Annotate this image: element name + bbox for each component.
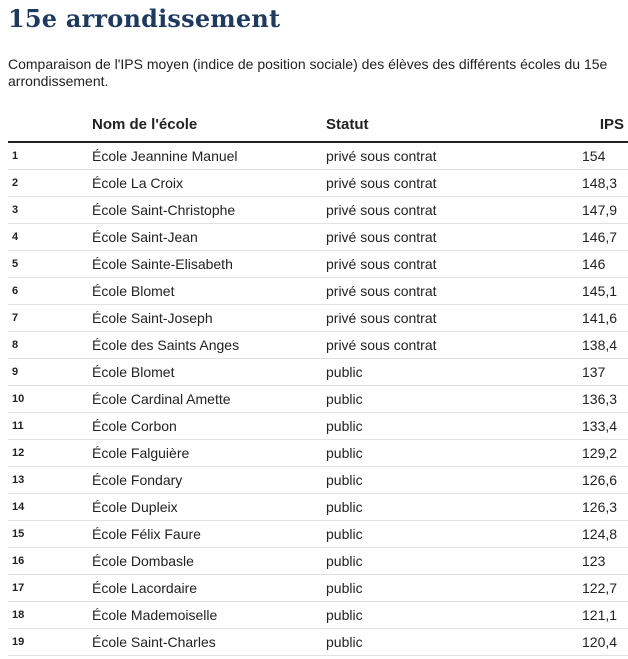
row-statut: public <box>326 359 582 386</box>
row-rank: 17 <box>8 575 92 602</box>
table-header <box>8 108 628 142</box>
header-statut[interactable]: Statut <box>326 108 582 142</box>
row-school-name: École Dupleix <box>92 494 326 521</box>
table-row <box>8 548 628 575</box>
row-school-name: École Mademoiselle <box>92 602 326 629</box>
row-ips <box>582 305 628 332</box>
row-rank: 16 <box>8 548 92 575</box>
row-statut: public <box>326 575 582 602</box>
row-rank: 8 <box>8 332 92 359</box>
row-ips-value: 145,1 <box>582 283 618 299</box>
row-rank: 12 <box>8 440 92 467</box>
row-school-name: École Saint-Jean <box>92 224 326 251</box>
header-row <box>8 108 628 142</box>
row-ips <box>582 494 628 521</box>
row-school-name: École Saint-Charles <box>92 629 326 656</box>
row-ips <box>582 359 628 386</box>
row-school-name: École Fondary <box>92 467 326 494</box>
row-school-name: École Saint-Christophe <box>92 197 326 224</box>
row-ips-value: 123 <box>582 553 606 569</box>
row-ips-value: 126,6 <box>582 472 618 488</box>
row-ips <box>582 332 628 359</box>
table-row <box>8 440 628 467</box>
row-ips-value: 147,9 <box>582 202 618 218</box>
row-school-name: École Dombasle <box>92 548 326 575</box>
row-school-name: École Jeannine Manuel <box>92 142 326 170</box>
row-rank: 15 <box>8 521 92 548</box>
row-ips <box>582 602 628 629</box>
row-statut: privé sous contrat <box>326 197 582 224</box>
table-row <box>8 224 628 251</box>
row-ips <box>582 197 628 224</box>
row-rank: 5 <box>8 251 92 278</box>
page-title: 15e arrondissement <box>8 4 281 33</box>
table-row <box>8 413 628 440</box>
header-ips[interactable]: IPS <box>582 108 628 142</box>
row-ips <box>582 548 628 575</box>
table-row <box>8 197 628 224</box>
row-rank: 11 <box>8 413 92 440</box>
row-ips <box>582 467 628 494</box>
table-row <box>8 142 628 170</box>
row-ips <box>582 251 628 278</box>
table-row <box>8 629 628 656</box>
row-ips-value: 141,6 <box>582 310 618 326</box>
row-school-name: École Lacordaire <box>92 575 326 602</box>
table-body <box>8 142 628 656</box>
table-row <box>8 251 628 278</box>
row-statut: privé sous contrat <box>326 142 582 170</box>
row-ips-value: 129,2 <box>582 445 618 461</box>
row-rank: 3 <box>8 197 92 224</box>
row-ips-value: 122,7 <box>582 580 618 596</box>
row-ips <box>582 413 628 440</box>
row-statut: public <box>326 386 582 413</box>
row-rank: 4 <box>8 224 92 251</box>
row-ips-value: 146 <box>582 256 606 272</box>
row-statut: public <box>326 413 582 440</box>
row-ips <box>582 142 628 170</box>
row-statut: privé sous contrat <box>326 170 582 197</box>
row-school-name: École Blomet <box>92 359 326 386</box>
row-statut: public <box>326 602 582 629</box>
row-ips-value: 146,7 <box>582 229 618 245</box>
row-school-name: École Sainte-Elisabeth <box>92 251 326 278</box>
table-row <box>8 386 628 413</box>
table-row <box>8 170 628 197</box>
row-ips <box>582 170 628 197</box>
row-statut: privé sous contrat <box>326 332 582 359</box>
row-school-name: École Félix Faure <box>92 521 326 548</box>
row-rank: 1 <box>8 142 92 170</box>
table-row <box>8 521 628 548</box>
row-school-name: École Saint-Joseph <box>92 305 326 332</box>
row-statut: public <box>326 440 582 467</box>
row-rank: 13 <box>8 467 92 494</box>
row-statut: privé sous contrat <box>326 251 582 278</box>
row-ips-value: 126,3 <box>582 499 618 515</box>
table-row <box>8 494 628 521</box>
row-ips <box>582 224 628 251</box>
table-row <box>8 359 628 386</box>
row-ips-value: 148,3 <box>582 175 618 191</box>
row-ips-value: 121,1 <box>582 607 618 623</box>
row-rank: 7 <box>8 305 92 332</box>
table-row <box>8 278 628 305</box>
row-statut: privé sous contrat <box>326 305 582 332</box>
row-statut: public <box>326 521 582 548</box>
row-school-name: École Cardinal Amette <box>92 386 326 413</box>
row-ips <box>582 386 628 413</box>
row-school-name: École des Saints Anges <box>92 332 326 359</box>
row-rank: 9 <box>8 359 92 386</box>
row-ips-value: 120,4 <box>582 634 618 650</box>
row-ips <box>582 629 628 656</box>
row-school-name: École La Croix <box>92 170 326 197</box>
row-ips-value: 136,3 <box>582 391 618 407</box>
row-ips-value: 124,8 <box>582 526 618 542</box>
row-rank: 2 <box>8 170 92 197</box>
row-statut: public <box>326 467 582 494</box>
row-rank: 14 <box>8 494 92 521</box>
row-ips-value: 133,4 <box>582 418 618 434</box>
table-row <box>8 602 628 629</box>
row-statut: privé sous contrat <box>326 278 582 305</box>
row-rank: 18 <box>8 602 92 629</box>
table-row <box>8 575 628 602</box>
row-ips <box>582 521 628 548</box>
row-school-name: École Falguière <box>92 440 326 467</box>
row-rank: 10 <box>8 386 92 413</box>
table-row <box>8 467 628 494</box>
row-ips-value: 138,4 <box>582 337 618 353</box>
row-school-name: École Blomet <box>92 278 326 305</box>
row-statut: public <box>326 629 582 656</box>
row-ips-value: 137 <box>582 364 606 380</box>
header-rank[interactable] <box>8 108 92 142</box>
row-statut: public <box>326 494 582 521</box>
row-ips <box>582 440 628 467</box>
table-row <box>8 332 628 359</box>
page-subtitle: Comparaison de l'IPS moyen (indice de position sociale) des élèves des différents écoles du 15e arrondissement. <box>8 56 608 89</box>
row-rank: 19 <box>8 629 92 656</box>
row-ips <box>582 575 628 602</box>
row-statut: privé sous contrat <box>326 224 582 251</box>
row-ips-value: 154 <box>582 148 606 164</box>
header-name[interactable]: Nom de l'école <box>92 108 326 142</box>
row-rank: 6 <box>8 278 92 305</box>
row-ips <box>582 278 628 305</box>
row-school-name: École Corbon <box>92 413 326 440</box>
schools-table <box>8 108 628 656</box>
row-statut: public <box>326 548 582 575</box>
table-row <box>8 305 628 332</box>
